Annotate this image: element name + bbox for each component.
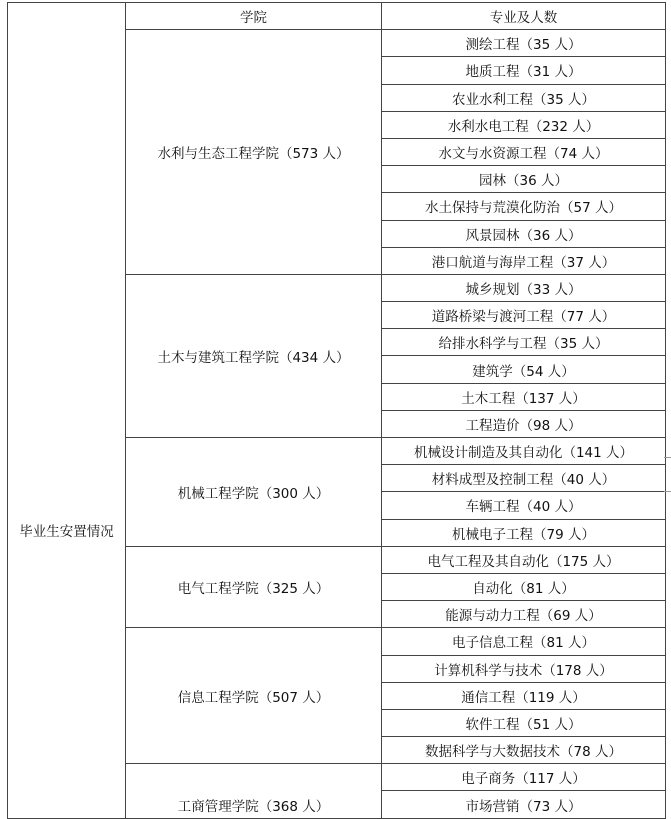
major-cell: 自动化（81 人） [382, 573, 666, 600]
major-cell: 计算机科学与技术（178 人） [382, 655, 666, 682]
major-cell: 机械电子工程（79 人） [382, 519, 666, 546]
header-majors: 专业及人数 [382, 3, 666, 30]
major-cell: 能源与动力工程（69 人） [382, 601, 666, 628]
major-cell: 地质工程（31 人） [382, 57, 666, 84]
major-cell: 电气工程及其自动化（175 人） [382, 546, 666, 573]
major-cell: 建筑学（54 人） [382, 356, 666, 383]
major-cell: 农业水利工程（35 人） [382, 84, 666, 111]
major-cell: 机械设计制造及其自动化（141 人） [382, 438, 666, 465]
major-cell: 电子商务（117 人） [382, 764, 666, 791]
side-label: 毕业生安置情况 [19, 524, 114, 541]
college-name: 信息工程学院（507 人） [126, 628, 382, 764]
major-cell: 车辆工程（40 人） [382, 492, 666, 519]
major-cell: 市场营销（73 人） [382, 791, 666, 818]
major-cell: 给排水科学与工程（35 人） [382, 329, 666, 356]
edge-tick [664, 457, 671, 458]
header-row [8, 3, 666, 30]
major-cell: 水利水电工程（232 人） [382, 111, 666, 138]
major-cell: 测绘工程（35 人） [382, 30, 666, 57]
major-cell: 道路桥梁与渡河工程（77 人） [382, 302, 666, 329]
major-cell: 港口航道与海岸工程（37 人） [382, 247, 666, 274]
side-label-cell [8, 3, 126, 819]
major-cell: 水土保持与荒漠化防治（57 人） [382, 193, 666, 220]
major-cell: 水文与水资源工程（74 人） [382, 138, 666, 165]
college-name: 机械工程学院（300 人） [126, 438, 382, 547]
major-cell: 风景园林（36 人） [382, 220, 666, 247]
placement-table [7, 2, 666, 819]
major-cell: 材料成型及控制工程（40 人） [382, 465, 666, 492]
college-name: 水利与生态工程学院（573 人） [126, 30, 382, 275]
college-name: 工商管理学院（368 人） [177, 798, 330, 815]
major-cell: 城乡规划（33 人） [382, 274, 666, 301]
major-cell: 园林（36 人） [382, 166, 666, 193]
major-cell: 电子信息工程（81 人） [382, 628, 666, 655]
major-cell: 土木工程（137 人） [382, 383, 666, 410]
major-cell: 软件工程（51 人） [382, 709, 666, 736]
college-name-cell [126, 764, 382, 818]
major-cell: 通信工程（119 人） [382, 682, 666, 709]
major-cell: 数据科学与大数据技术（78 人） [382, 737, 666, 764]
college-name: 电气工程学院（325 人） [126, 546, 382, 628]
college-name: 土木与建筑工程学院（434 人） [126, 274, 382, 437]
edge-tick [664, 491, 671, 492]
header-college: 学院 [126, 3, 382, 30]
major-cell: 工程造价（98 人） [382, 410, 666, 437]
